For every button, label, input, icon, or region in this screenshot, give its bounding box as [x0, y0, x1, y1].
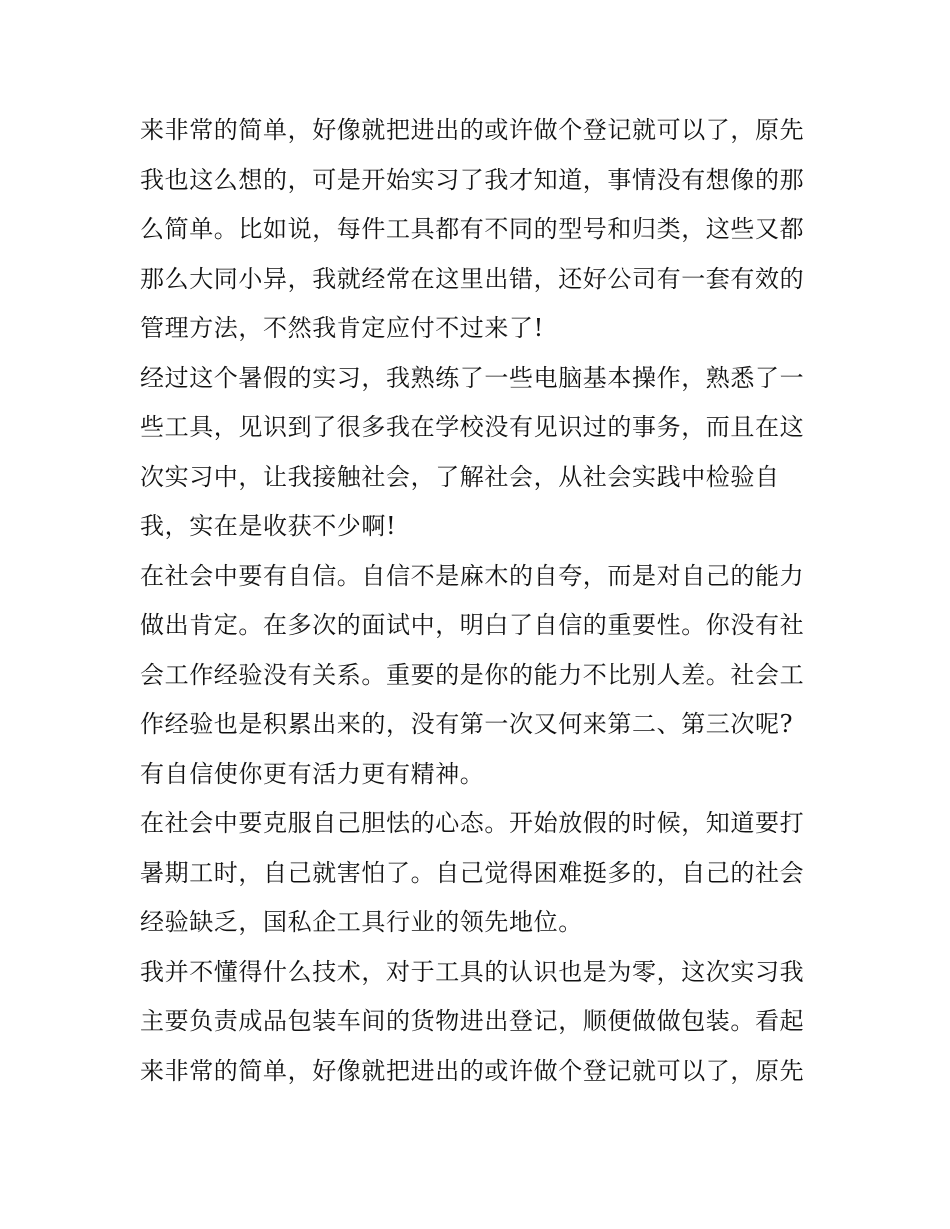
text-line: 那么大同小异，我就经常在这里出错，还好公司有一套有效的 [140, 264, 805, 293]
text-line: 么简单。比如说，每件工具都有不同的型号和归类，这些又都 [140, 215, 805, 243]
text-line: 经验缺乏，国私企工具行业的领先地位。 [140, 908, 583, 936]
text-line: 我并不懂得什么技术，对于工具的认识也是为零，这次实习我 [140, 957, 805, 986]
text-line: 来非常的简单，好像就把进出的或许做个登记就可以了，原先 [140, 1056, 805, 1085]
text-line: 做出肯定。在多次的面试中，明白了自信的重要性。你没有社 [140, 611, 805, 639]
text-line: 我，实在是收获不少啊! [140, 512, 397, 540]
text-line: 来非常的简单，好像就把进出的或许做个登记就可以了，原先 [140, 116, 805, 144]
text-line: 管理方法，不然我肯定应付不过来了! [140, 314, 544, 342]
text-line: 在社会中要克服自己胆怯的心态。开始放假的时候，知道要打 [140, 809, 805, 837]
document-body [140, 106, 820, 1096]
text-line: 有自信使你更有活力更有精神。 [140, 759, 485, 788]
text-line: 在社会中要有自信。自信不是麻木的自夸，而是对自己的能力 [140, 561, 805, 590]
text-line: 些工具，见识到了很多我在学校没有见识过的事务，而且在这 [140, 413, 805, 441]
text-line: 作经验也是积累出来的，没有第一次又何来第二、第三次呢? [140, 710, 794, 738]
text-line: 我也这么想的，可是开始实习了我才知道，事情没有想像的那 [140, 165, 805, 194]
text-line: 经过这个暑假的实习，我熟练了一些电脑基本操作，熟悉了一 [140, 363, 805, 392]
text-line: 次实习中，让我接触社会，了解社会，从社会实践中检验自 [140, 462, 780, 491]
text-line: 主要负责成品包装车间的货物进出登记，顺便做做包装。看起 [140, 1007, 805, 1035]
text-line: 会工作经验没有关系。重要的是你的能力不比别人差。社会工 [140, 660, 805, 689]
text-line: 暑期工时，自己就害怕了。自己觉得困难挺多的，自己的社会 [140, 858, 805, 887]
